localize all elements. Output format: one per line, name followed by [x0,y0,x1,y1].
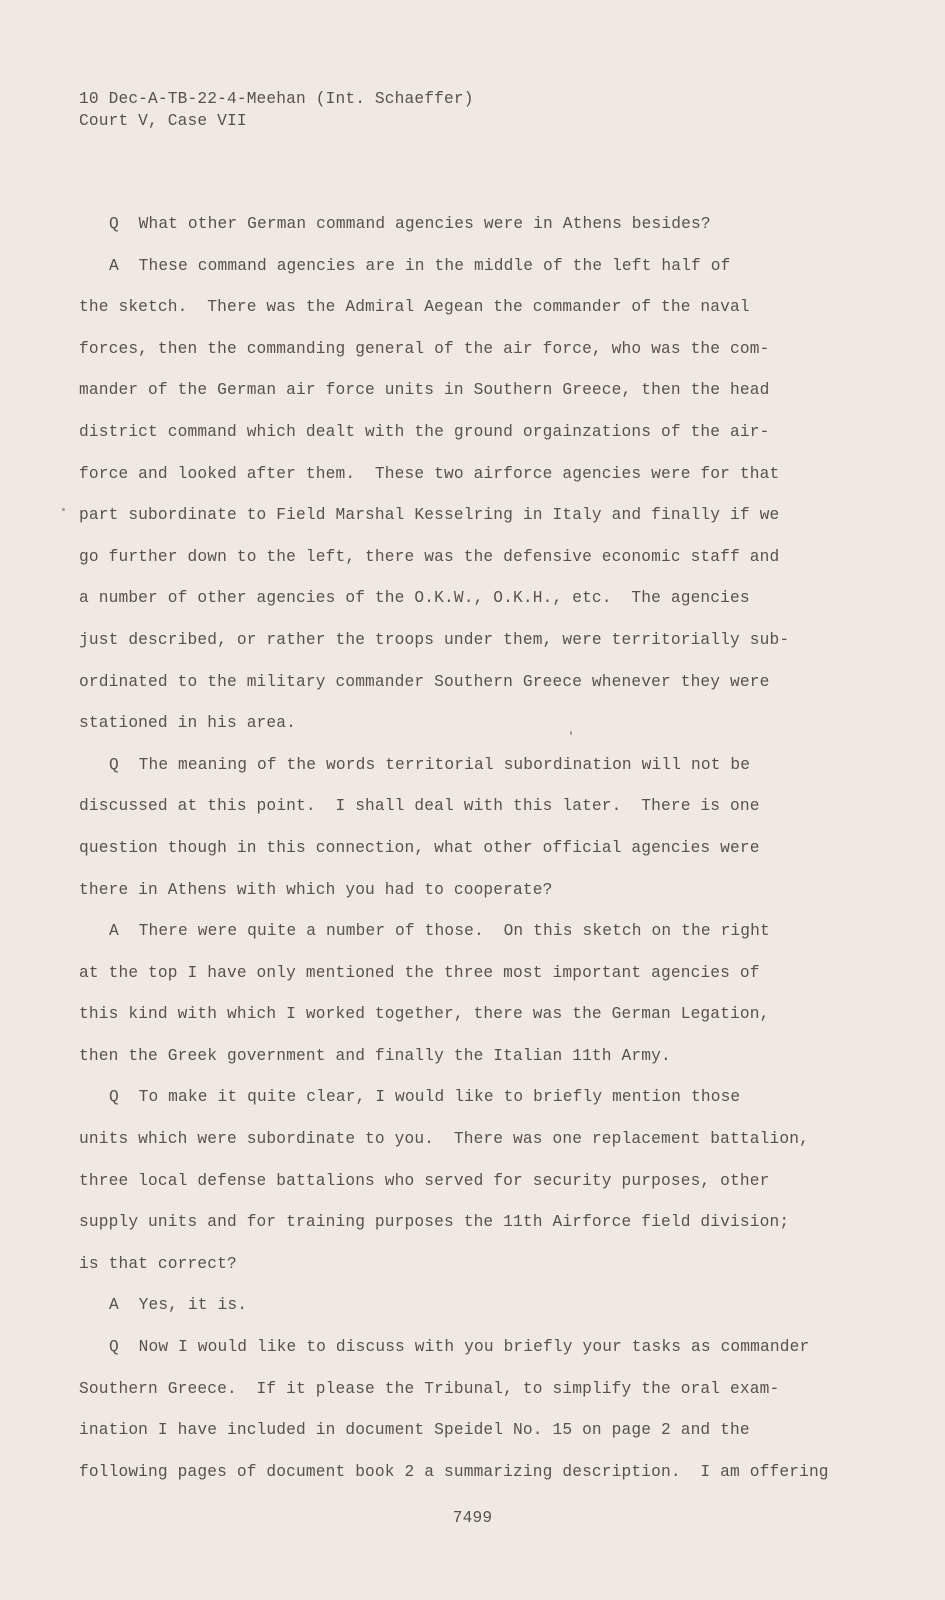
transcript-line: force and looked after them. These two airforce agencies were for that [79,464,780,483]
transcript-line: there in Athens with which you had to cooperate? [79,880,553,899]
transcript-line: go further down to the left, there was the defensive economic staff and [79,547,780,566]
transcript-body [79,204,869,1493]
transcript-line: then the Greek government and finally the Italian 11th Army. [79,1046,671,1065]
transcript-line: ination I have included in document Speidel No. 15 on page 2 and the [79,1421,750,1440]
transcript-line: Q What other German command agencies were in Athens besides? [109,215,711,233]
transcript-line: district command which dealt with the ground orgainzations of the air- [79,422,770,441]
transcript-line: ordinated to the military commander Southern Greece whenever they were [79,672,770,691]
transcript-line: is that correct? [79,1254,237,1273]
transcript-line: Q Now I would like to discuss with you briefly your tasks as commander [109,1338,810,1357]
transcript-line: discussed at this point. I shall deal with this later. There is one [79,797,760,816]
transcript-line: the sketch. There was the Admiral Aegean the commander of the naval [79,298,750,317]
transcript-line: just described, or rather the troops under them, were territorially sub- [79,630,790,649]
transcript-line: A Yes, it is. [109,1296,248,1315]
transcript-line: at the top I have only mentioned the three most important agencies of [79,963,760,982]
header-line-2: Court V, Case VII [79,112,247,130]
document-header [79,88,474,132]
margin-speck [62,508,65,511]
transcript-line: this kind with which I worked together, there was the German Legation, [79,1005,770,1024]
transcript-line: Q The meaning of the words territorial subordination will not be [109,755,751,774]
margin-speck [570,731,572,735]
transcript-line: following pages of document book 2 a summarizing description. I am offering [79,1462,829,1481]
transcript-line: A These command agencies are in the middle of the left half of [109,256,731,275]
transcript-line: stationed in his area. [79,714,297,733]
transcript-line: forces, then the commanding general of the air force, who was the com- [79,339,770,358]
transcript-line: Southern Greece. If it please the Tribunal, to simplify the oral exam- [79,1379,780,1398]
transcript-line: A There were quite a number of those. On this sketch on the right [109,922,770,941]
transcript-line: supply units and for training purposes the 11th Airforce field division; [79,1213,790,1232]
transcript-line: mander of the German air force units in Southern Greece, then the head [79,381,770,400]
transcript-line: a number of other agencies of the O.K.W., O.K.H., etc. The agencies [79,589,750,608]
transcript-line: units which were subordinate to you. There was one replacement battalion, [79,1130,809,1149]
transcript-line: three local defense battalions who served for security purposes, other [79,1171,770,1190]
header-line-1: 10 Dec-A-TB-22-4-Meehan (Int. Schaeffer) [79,90,474,108]
page-number: 7499 [452,1509,493,1527]
transcript-line: part subordinate to Field Marshal Kesselring in Italy and finally if we [79,506,780,525]
transcript-line: Q To make it quite clear, I would like to briefly mention those [109,1088,741,1107]
transcript-line: question though in this connection, what other official agencies were [79,838,760,857]
